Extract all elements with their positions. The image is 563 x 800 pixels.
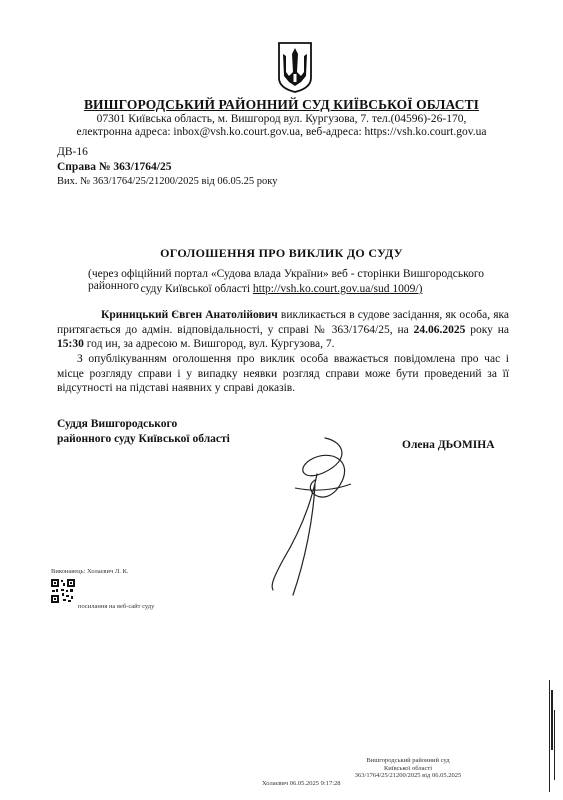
court-contacts: електронна адреса: inbox@vsh.ko.court.gov.ua, веб-адреса: https://vsh.ko.court.gov.ua [76,126,487,138]
court-website-link[interactable]: http://vsh.ko.court.gov.ua/sud 1009/) [252,283,423,295]
stamp-line1: Вишгородський районний суд [366,757,450,764]
notice-text: З опублікуванням оголошення про виклик особа вважається повідомлена про час і місце розгляду справи і у випадку неявки розгляд справи може бути проведений за її відсутності на підставі наявних у справі доказів. [57,353,509,394]
publication-note: посилання на веб-сайт суду [78,603,155,610]
qr-code-icon[interactable] [50,578,76,604]
summons-paragraph [57,308,509,352]
stamp-line2: Київської області [383,764,433,772]
barcode-mark [548,680,556,792]
summons-text: викликається в судове засідання, як особа, яка притягається до адмін. відповідальності, у справі № 363/1764/25, на [57,309,510,336]
announcement-title: ОГОЛОШЕННЯ ПРО ВИКЛИК ДО СУДУ [160,246,403,260]
hearing-time: 15:30 [57,338,84,350]
signature-image [255,430,375,600]
case-number: Справа № 363/1764/25 [57,161,172,173]
registration-stamp [258,757,558,787]
executor-note: Виконавець: Холаєвич Л. К. [51,568,129,575]
court-name: ВИШГОРОДСЬКИЙ РАЙОННИЙ СУД КИЇВСЬКОЇ ОБЛАСТІ [83,97,480,112]
coat-of-arms-emblem [276,40,314,94]
portal-note: (через офіційний портал «Судова влада України» веб - сторінки Вишгородського районного [88,268,485,292]
summons-text-2: року на [465,323,509,336]
notice-paragraph [57,352,509,396]
summons-address: год ин, за адресою м. Вишгород, вул. Кургузова, 7. [83,338,335,350]
stamp-line3: 363/1764/25/21200/2025 від 06.05.2025 [354,772,462,779]
judge-name: Олена ДЬОМІНА [402,439,495,451]
judge-title-line2: районного суду Київської області [57,433,230,445]
judge-title [57,417,230,447]
court-address: 07301 Київська область, м. Вишгород вул. Кургузова, 7. тел.(04596)-26-170, [96,113,467,125]
portal-note-text: суду Київської області [140,283,253,295]
portal-note-line2 [0,283,563,295]
hearing-date: 24.06.2025 [413,323,466,336]
summoned-person-name: Криницький Євген Анатолійович [101,309,278,321]
outgoing-number: Вих. № 363/1764/25/21200/2025 від 06.05.25 року [57,176,278,187]
form-code: ДВ-16 [57,146,88,158]
stamp-line4: Холаєвич 06.05.2025 9:17:28 [262,779,341,787]
judge-title-line1: Суддя Вишгородського [57,418,178,430]
